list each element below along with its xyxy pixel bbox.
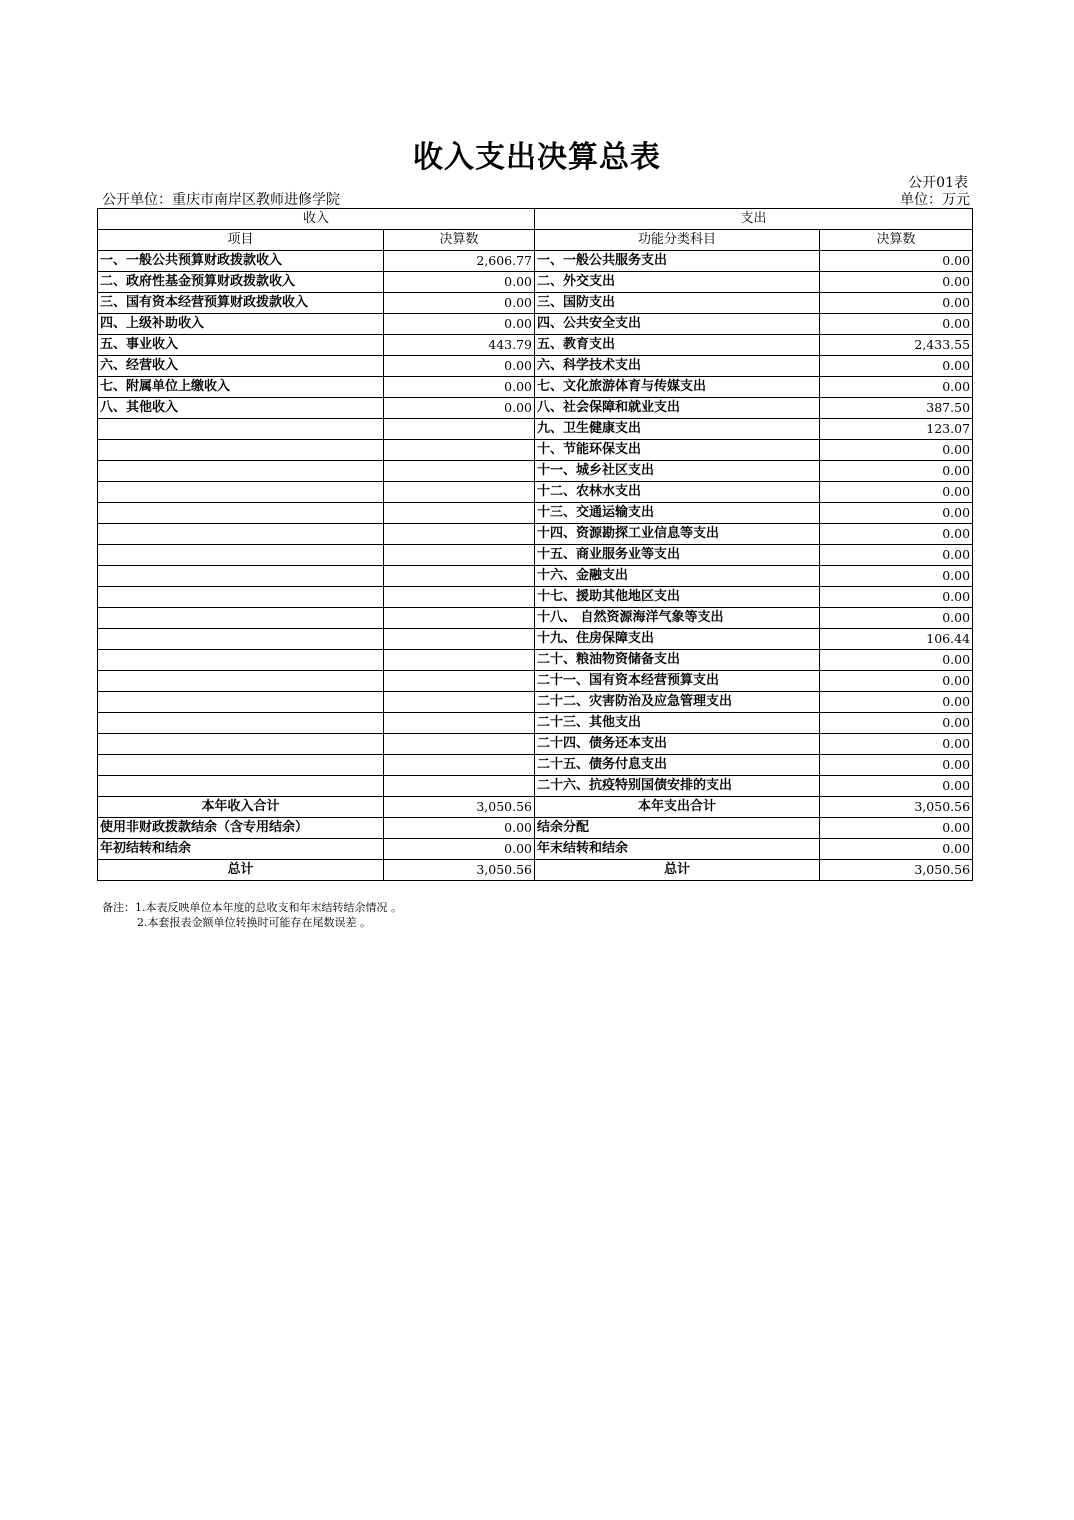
expense-item-value: 0.00 bbox=[820, 293, 973, 314]
reporting-unit: 公开单位：重庆市南岸区教师进修学院 bbox=[102, 192, 340, 208]
income-item-name bbox=[98, 692, 384, 713]
expense-item-name: 十七、援助其他地区支出 bbox=[535, 587, 820, 608]
expense-total-value: 0.00 bbox=[820, 839, 973, 860]
income-item-value bbox=[384, 776, 535, 797]
total-row bbox=[98, 797, 973, 818]
expense-item-value: 106.44 bbox=[820, 629, 973, 650]
expense-item-name: 一、一般公共服务支出 bbox=[535, 251, 820, 272]
income-item-name: 二、政府性基金预算财政拨款收入 bbox=[98, 272, 384, 293]
expense-item-value: 123.07 bbox=[820, 419, 973, 440]
item-column-header: 项目 bbox=[98, 230, 384, 251]
income-item-name bbox=[98, 545, 384, 566]
expense-item-value: 387.50 bbox=[820, 398, 973, 419]
expense-item-value: 0.00 bbox=[820, 755, 973, 776]
table-row bbox=[98, 272, 973, 293]
form-number: 公开01表 bbox=[908, 175, 968, 191]
income-item-value bbox=[384, 650, 535, 671]
income-total-value: 3,050.56 bbox=[384, 797, 535, 818]
notes bbox=[102, 900, 402, 930]
income-item-name bbox=[98, 713, 384, 734]
income-item-name bbox=[98, 734, 384, 755]
table-row bbox=[98, 314, 973, 335]
income-item-value: 0.00 bbox=[384, 356, 535, 377]
income-item-value: 0.00 bbox=[384, 398, 535, 419]
expense-item-name: 二、外交支出 bbox=[535, 272, 820, 293]
income-item-name: 六、经营收入 bbox=[98, 356, 384, 377]
expense-item-name: 二十五、债务付息支出 bbox=[535, 755, 820, 776]
expense-item-name: 七、文化旅游体育与传媒支出 bbox=[535, 377, 820, 398]
income-total-value: 3,050.56 bbox=[384, 860, 535, 881]
expense-item-value: 0.00 bbox=[820, 503, 973, 524]
expense-item-name: 二十三、其他支出 bbox=[535, 713, 820, 734]
income-total-value: 0.00 bbox=[384, 839, 535, 860]
expense-total-name: 年末结转和结余 bbox=[535, 839, 820, 860]
expense-total-name: 结余分配 bbox=[535, 818, 820, 839]
expense-item-name: 十一、城乡社区支出 bbox=[535, 461, 820, 482]
income-item-value bbox=[384, 734, 535, 755]
income-total-name: 本年收入合计 bbox=[98, 797, 384, 818]
expense-item-value: 0.00 bbox=[820, 461, 973, 482]
income-item-name bbox=[98, 755, 384, 776]
expense-total-value: 3,050.56 bbox=[820, 797, 973, 818]
income-item-value bbox=[384, 545, 535, 566]
income-item-value bbox=[384, 461, 535, 482]
income-item-value bbox=[384, 713, 535, 734]
page-title: 收入支出决算总表 bbox=[413, 140, 661, 175]
expense-item-name: 六、科学技术支出 bbox=[535, 356, 820, 377]
income-item-name bbox=[98, 650, 384, 671]
table-row bbox=[98, 398, 973, 419]
table-row bbox=[98, 482, 973, 503]
table-row bbox=[98, 587, 973, 608]
income-item-name bbox=[98, 671, 384, 692]
amount2-column-header: 决算数 bbox=[820, 230, 973, 251]
expense-item-value: 0.00 bbox=[820, 314, 973, 335]
income-item-name bbox=[98, 587, 384, 608]
currency-unit: 单位：万元 bbox=[900, 192, 970, 208]
income-item-value bbox=[384, 755, 535, 776]
expense-item-name: 八、社会保障和就业支出 bbox=[535, 398, 820, 419]
income-item-value bbox=[384, 440, 535, 461]
table-row bbox=[98, 503, 973, 524]
income-item-value: 0.00 bbox=[384, 377, 535, 398]
income-item-name bbox=[98, 629, 384, 650]
amount-column-header: 决算数 bbox=[384, 230, 535, 251]
expense-total-value: 0.00 bbox=[820, 818, 973, 839]
expense-total-name: 总计 bbox=[535, 860, 820, 881]
income-item-name bbox=[98, 419, 384, 440]
income-total-value: 0.00 bbox=[384, 818, 535, 839]
table-row bbox=[98, 608, 973, 629]
income-item-value bbox=[384, 419, 535, 440]
expense-item-value: 0.00 bbox=[820, 692, 973, 713]
income-item-value bbox=[384, 608, 535, 629]
table-row bbox=[98, 692, 973, 713]
income-item-name bbox=[98, 776, 384, 797]
expense-item-name: 二十六、抗疫特别国债安排的支出 bbox=[535, 776, 820, 797]
expense-item-value: 0.00 bbox=[820, 587, 973, 608]
income-item-value bbox=[384, 503, 535, 524]
total-row bbox=[98, 839, 973, 860]
expense-item-value: 0.00 bbox=[820, 482, 973, 503]
expense-item-name: 十八、 自然资源海洋气象等支出 bbox=[535, 608, 820, 629]
expense-item-value: 0.00 bbox=[820, 356, 973, 377]
table-row bbox=[98, 755, 973, 776]
income-item-value bbox=[384, 692, 535, 713]
total-row bbox=[98, 860, 973, 881]
income-item-name: 一、一般公共预算财政拨款收入 bbox=[98, 251, 384, 272]
expense-item-name: 二十、粮油物资储备支出 bbox=[535, 650, 820, 671]
expense-item-name: 十九、住房保障支出 bbox=[535, 629, 820, 650]
expense-item-name: 四、公共安全支出 bbox=[535, 314, 820, 335]
expense-item-value: 0.00 bbox=[820, 776, 973, 797]
table-row bbox=[98, 713, 973, 734]
expense-item-value: 0.00 bbox=[820, 566, 973, 587]
table-row bbox=[98, 335, 973, 356]
income-total-name: 总计 bbox=[98, 860, 384, 881]
expense-item-name: 十四、资源勘探工业信息等支出 bbox=[535, 524, 820, 545]
table-body bbox=[98, 209, 973, 881]
expense-item-name: 二十二、灾害防治及应急管理支出 bbox=[535, 692, 820, 713]
function-column-header: 功能分类科目 bbox=[535, 230, 820, 251]
expense-item-name: 二十一、国有资本经营预算支出 bbox=[535, 671, 820, 692]
expense-item-value: 2,433.55 bbox=[820, 335, 973, 356]
income-item-name: 四、上级补助收入 bbox=[98, 314, 384, 335]
table-row bbox=[98, 629, 973, 650]
expense-item-name: 十六、金融支出 bbox=[535, 566, 820, 587]
income-total-name: 年初结转和结余 bbox=[98, 839, 384, 860]
table-row bbox=[98, 419, 973, 440]
expense-item-value: 0.00 bbox=[820, 713, 973, 734]
expense-total-name: 本年支出合计 bbox=[535, 797, 820, 818]
income-item-value: 0.00 bbox=[384, 272, 535, 293]
expense-item-value: 0.00 bbox=[820, 251, 973, 272]
income-item-name bbox=[98, 608, 384, 629]
income-item-name: 五、事业收入 bbox=[98, 335, 384, 356]
income-item-value bbox=[384, 482, 535, 503]
expense-item-value: 0.00 bbox=[820, 671, 973, 692]
table-row bbox=[98, 566, 973, 587]
section-header-row bbox=[98, 209, 973, 230]
expense-item-name: 十五、商业服务业等支出 bbox=[535, 545, 820, 566]
table-row bbox=[98, 524, 973, 545]
expense-item-name: 九、卫生健康支出 bbox=[535, 419, 820, 440]
income-item-name bbox=[98, 503, 384, 524]
income-item-value bbox=[384, 629, 535, 650]
income-item-name bbox=[98, 461, 384, 482]
expense-item-value: 0.00 bbox=[820, 545, 973, 566]
table-row bbox=[98, 356, 973, 377]
note-line-2: 2.本套报表金额单位转换时可能存在尾数误差 。 bbox=[137, 916, 371, 929]
expense-item-value: 0.00 bbox=[820, 650, 973, 671]
expense-item-value: 0.00 bbox=[820, 272, 973, 293]
income-item-name: 七、附属单位上缴收入 bbox=[98, 377, 384, 398]
expense-item-name: 三、国防支出 bbox=[535, 293, 820, 314]
income-item-value: 443.79 bbox=[384, 335, 535, 356]
income-expense-table bbox=[97, 208, 973, 881]
table-row bbox=[98, 440, 973, 461]
income-item-value bbox=[384, 587, 535, 608]
expense-section-header: 支出 bbox=[535, 209, 973, 230]
expense-total-value: 3,050.56 bbox=[820, 860, 973, 881]
table-row bbox=[98, 650, 973, 671]
income-item-name bbox=[98, 440, 384, 461]
income-item-name bbox=[98, 566, 384, 587]
table-row bbox=[98, 776, 973, 797]
expense-item-value: 0.00 bbox=[820, 440, 973, 461]
expense-item-name: 二十四、债务还本支出 bbox=[535, 734, 820, 755]
total-row bbox=[98, 818, 973, 839]
expense-item-name: 十、节能环保支出 bbox=[535, 440, 820, 461]
income-item-value bbox=[384, 524, 535, 545]
table-row bbox=[98, 461, 973, 482]
table-row bbox=[98, 377, 973, 398]
expense-item-name: 十三、交通运输支出 bbox=[535, 503, 820, 524]
column-header-row bbox=[98, 230, 973, 251]
table-row bbox=[98, 251, 973, 272]
income-total-name: 使用非财政拨款结余（含专用结余） bbox=[98, 818, 384, 839]
expense-item-value: 0.00 bbox=[820, 734, 973, 755]
income-item-value bbox=[384, 671, 535, 692]
income-item-name bbox=[98, 524, 384, 545]
unit-row bbox=[102, 189, 970, 209]
expense-item-value: 0.00 bbox=[820, 608, 973, 629]
income-item-value: 0.00 bbox=[384, 314, 535, 335]
table-row bbox=[98, 545, 973, 566]
table-row bbox=[98, 671, 973, 692]
income-item-name: 八、其他收入 bbox=[98, 398, 384, 419]
income-item-name bbox=[98, 482, 384, 503]
expense-item-value: 0.00 bbox=[820, 377, 973, 398]
expense-item-value: 0.00 bbox=[820, 524, 973, 545]
expense-item-name: 五、教育支出 bbox=[535, 335, 820, 356]
table-row bbox=[98, 734, 973, 755]
income-item-value: 2,606.77 bbox=[384, 251, 535, 272]
income-item-name: 三、国有资本经营预算财政拨款收入 bbox=[98, 293, 384, 314]
income-item-value: 0.00 bbox=[384, 293, 535, 314]
note-line-1: 备注：1.本表反映单位本年度的总收支和年末结转结余情况 。 bbox=[102, 901, 402, 914]
table-row bbox=[98, 293, 973, 314]
income-section-header: 收入 bbox=[98, 209, 535, 230]
expense-item-name: 十二、农林水支出 bbox=[535, 482, 820, 503]
income-item-value bbox=[384, 566, 535, 587]
